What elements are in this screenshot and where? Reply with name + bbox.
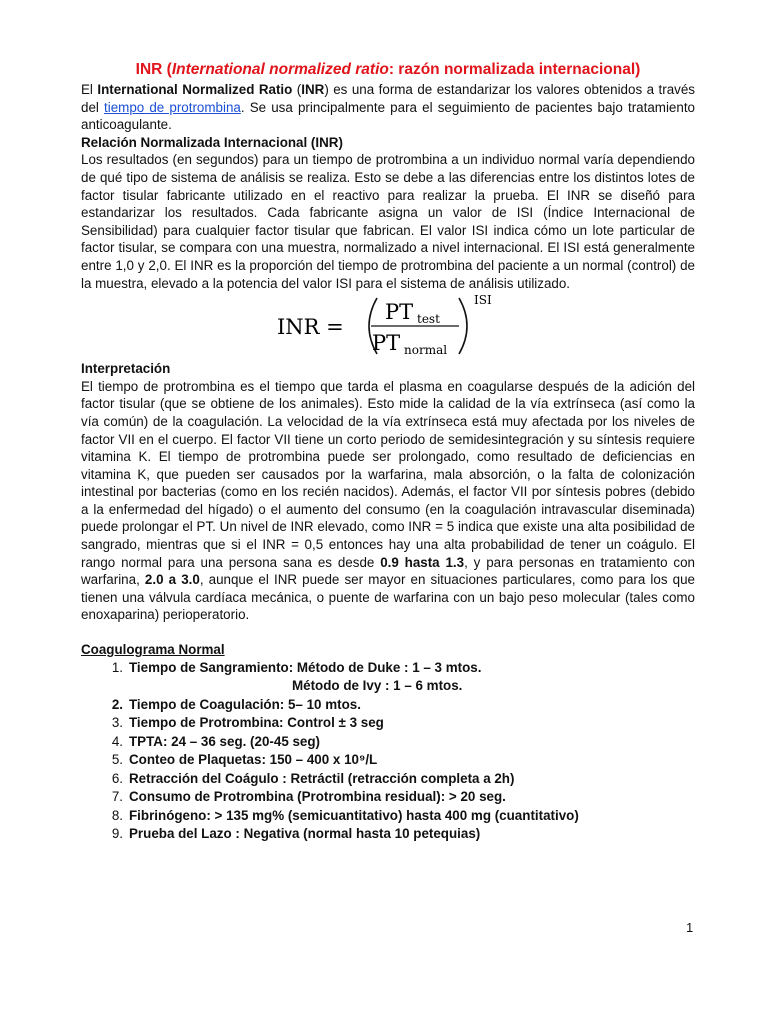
- list-item: 7. Consumo de Protrombina (Protrombina residual): > 20 seg.: [111, 789, 506, 805]
- list-item: 2. Tiempo de Coagulación: 5– 10 mtos.: [111, 696, 361, 712]
- formula-right-paren: [459, 298, 467, 354]
- title-prefix: INR (: [135, 61, 172, 78]
- list-item: 9. Prueba del Lazo : Negativa (normal hasta 10 petequias): [111, 826, 481, 842]
- formula-lhs: INR =: [277, 315, 344, 340]
- formula-denominator: PT: [372, 331, 401, 356]
- page-number: 1: [686, 920, 694, 935]
- formula-denominator-sub: normal: [404, 343, 448, 358]
- intro-paragraph: El International Normalized Ratio (INR) es una forma de estandarizar los valores obtenidos a través del tiempo de protrombina. Se usa principalmente para el seguimiento de pacientes bajo tratamiento anticoagulante.: [81, 82, 695, 133]
- inr-formula-graphic: [81, 292, 695, 360]
- title-suffix: : razón normalizada internacional): [388, 61, 641, 78]
- section-heading-interpretacion: Interpretación: [81, 361, 171, 377]
- section-inr-body: Los resultados (en segundos) para un tiempo de protrombina a un individuo normal varía dependiendo de qué tipo de sistema de análisis se realiza. Esto se debe a las diferencias entre los distintos lotes de factor tisular fabricante utilizado en el reactivo para realizar la prueba. El INR se diseñó para estandarizar los resultados. Cada fabricante asigna un valor de ISI (Índice Internacional de Sensibilidad) para cualquier factor tisular que fabrican. El valor ISI indica cómo un lote particular de factor tisular, se compara con una muestra, normalizado a nivel internacional. El ISI está generalmente entre 1,0 y 2,0. El INR es la proporción del tiempo de protrombina del paciente a un normal (control) de la muestra, elevado a la potencia del valor ISI para el sistema de análisis utilizado.: [81, 152, 695, 291]
- coagulograma-list: [81, 659, 695, 844]
- coagulograma-heading: Coagulograma Normal: [81, 642, 225, 658]
- document-title: [81, 60, 695, 80]
- list-item: 8. Fibrinógeno: > 135 mg% (semicuantitativo) hasta 400 mg (cuantitativo): [111, 807, 579, 823]
- list-item: 1. Tiempo de Sangramiento: Método de Duke : 1 – 3 mtos.: [111, 659, 482, 675]
- inr-formula: [81, 292, 695, 360]
- formula-numerator-sub: test: [417, 312, 440, 327]
- formula-numerator: PT: [385, 300, 414, 325]
- list-subitem: Método de Ivy : 1 – 6 mtos.: [292, 678, 463, 694]
- prothrombin-time-link[interactable]: tiempo de protrombina: [104, 99, 241, 115]
- list-item: 4. TPTA: 24 – 36 seg. (20-45 seg): [111, 733, 321, 749]
- section-interpretacion-body: El tiempo de protrombina es el tiempo que tarda el plasma en coagularse después de la adición del factor tisular (que se obtiene de los animales). Esto mide la calidad de la vía extrínseca (así como la vía común) de la coagulación. La velocidad de la vía extrínseca está muy afectada por los niveles de factor VII en el cuerpo. El factor VII tiene un corto periodo de semidesintegración y su síntesis requiere vitamina K. El tiempo de protrombina puede ser prolongado, como resultado de deficiencias en vitamina K, que pueden ser causados por la warfarina, mala absorción, o la falta de colonización intestinal por bacterias (como en los recién nacidos). Además, el factor VII por síntesis pobres (debido a la enfermedad del hígado) o el aumento del consumo (en la coagulación intravascular diseminada) puede prolongar el PT. Un nivel de INR elevado, como INR = 5 indica que existe una alta posibilidad de sangrado, mientras que si el INR = 0,5 entonces hay una alta probabilidad de tener un coágulo. El rango normal para una persona sana es desde 0.9 hasta 1.3, y para personas en tratamiento con warfarina, 2.0 a 3.0, aunque el INR puede ser mayor en situaciones particulares, como para los que tienen una válvula cardíaca mecánica, o puente de warfarina con un bajo peso molecular (tales como enoxaparina) perioperatorio.: [81, 378, 695, 623]
- section-heading-inr: Relación Normalizada Internacional (INR): [81, 134, 343, 150]
- title-italic: International normalized ratio: [171, 61, 389, 78]
- list-item: 3. Tiempo de Protrombina: Control ± 3 seg: [111, 715, 384, 731]
- list-item: 6. Retracción del Coágulo : Retráctil (retracción completa a 2h): [111, 770, 515, 786]
- formula-exponent: ISI: [474, 293, 492, 308]
- document-page: [81, 60, 695, 844]
- list-item: 5. Conteo de Plaquetas: 150 – 400 x 10⁹/L: [111, 752, 378, 768]
